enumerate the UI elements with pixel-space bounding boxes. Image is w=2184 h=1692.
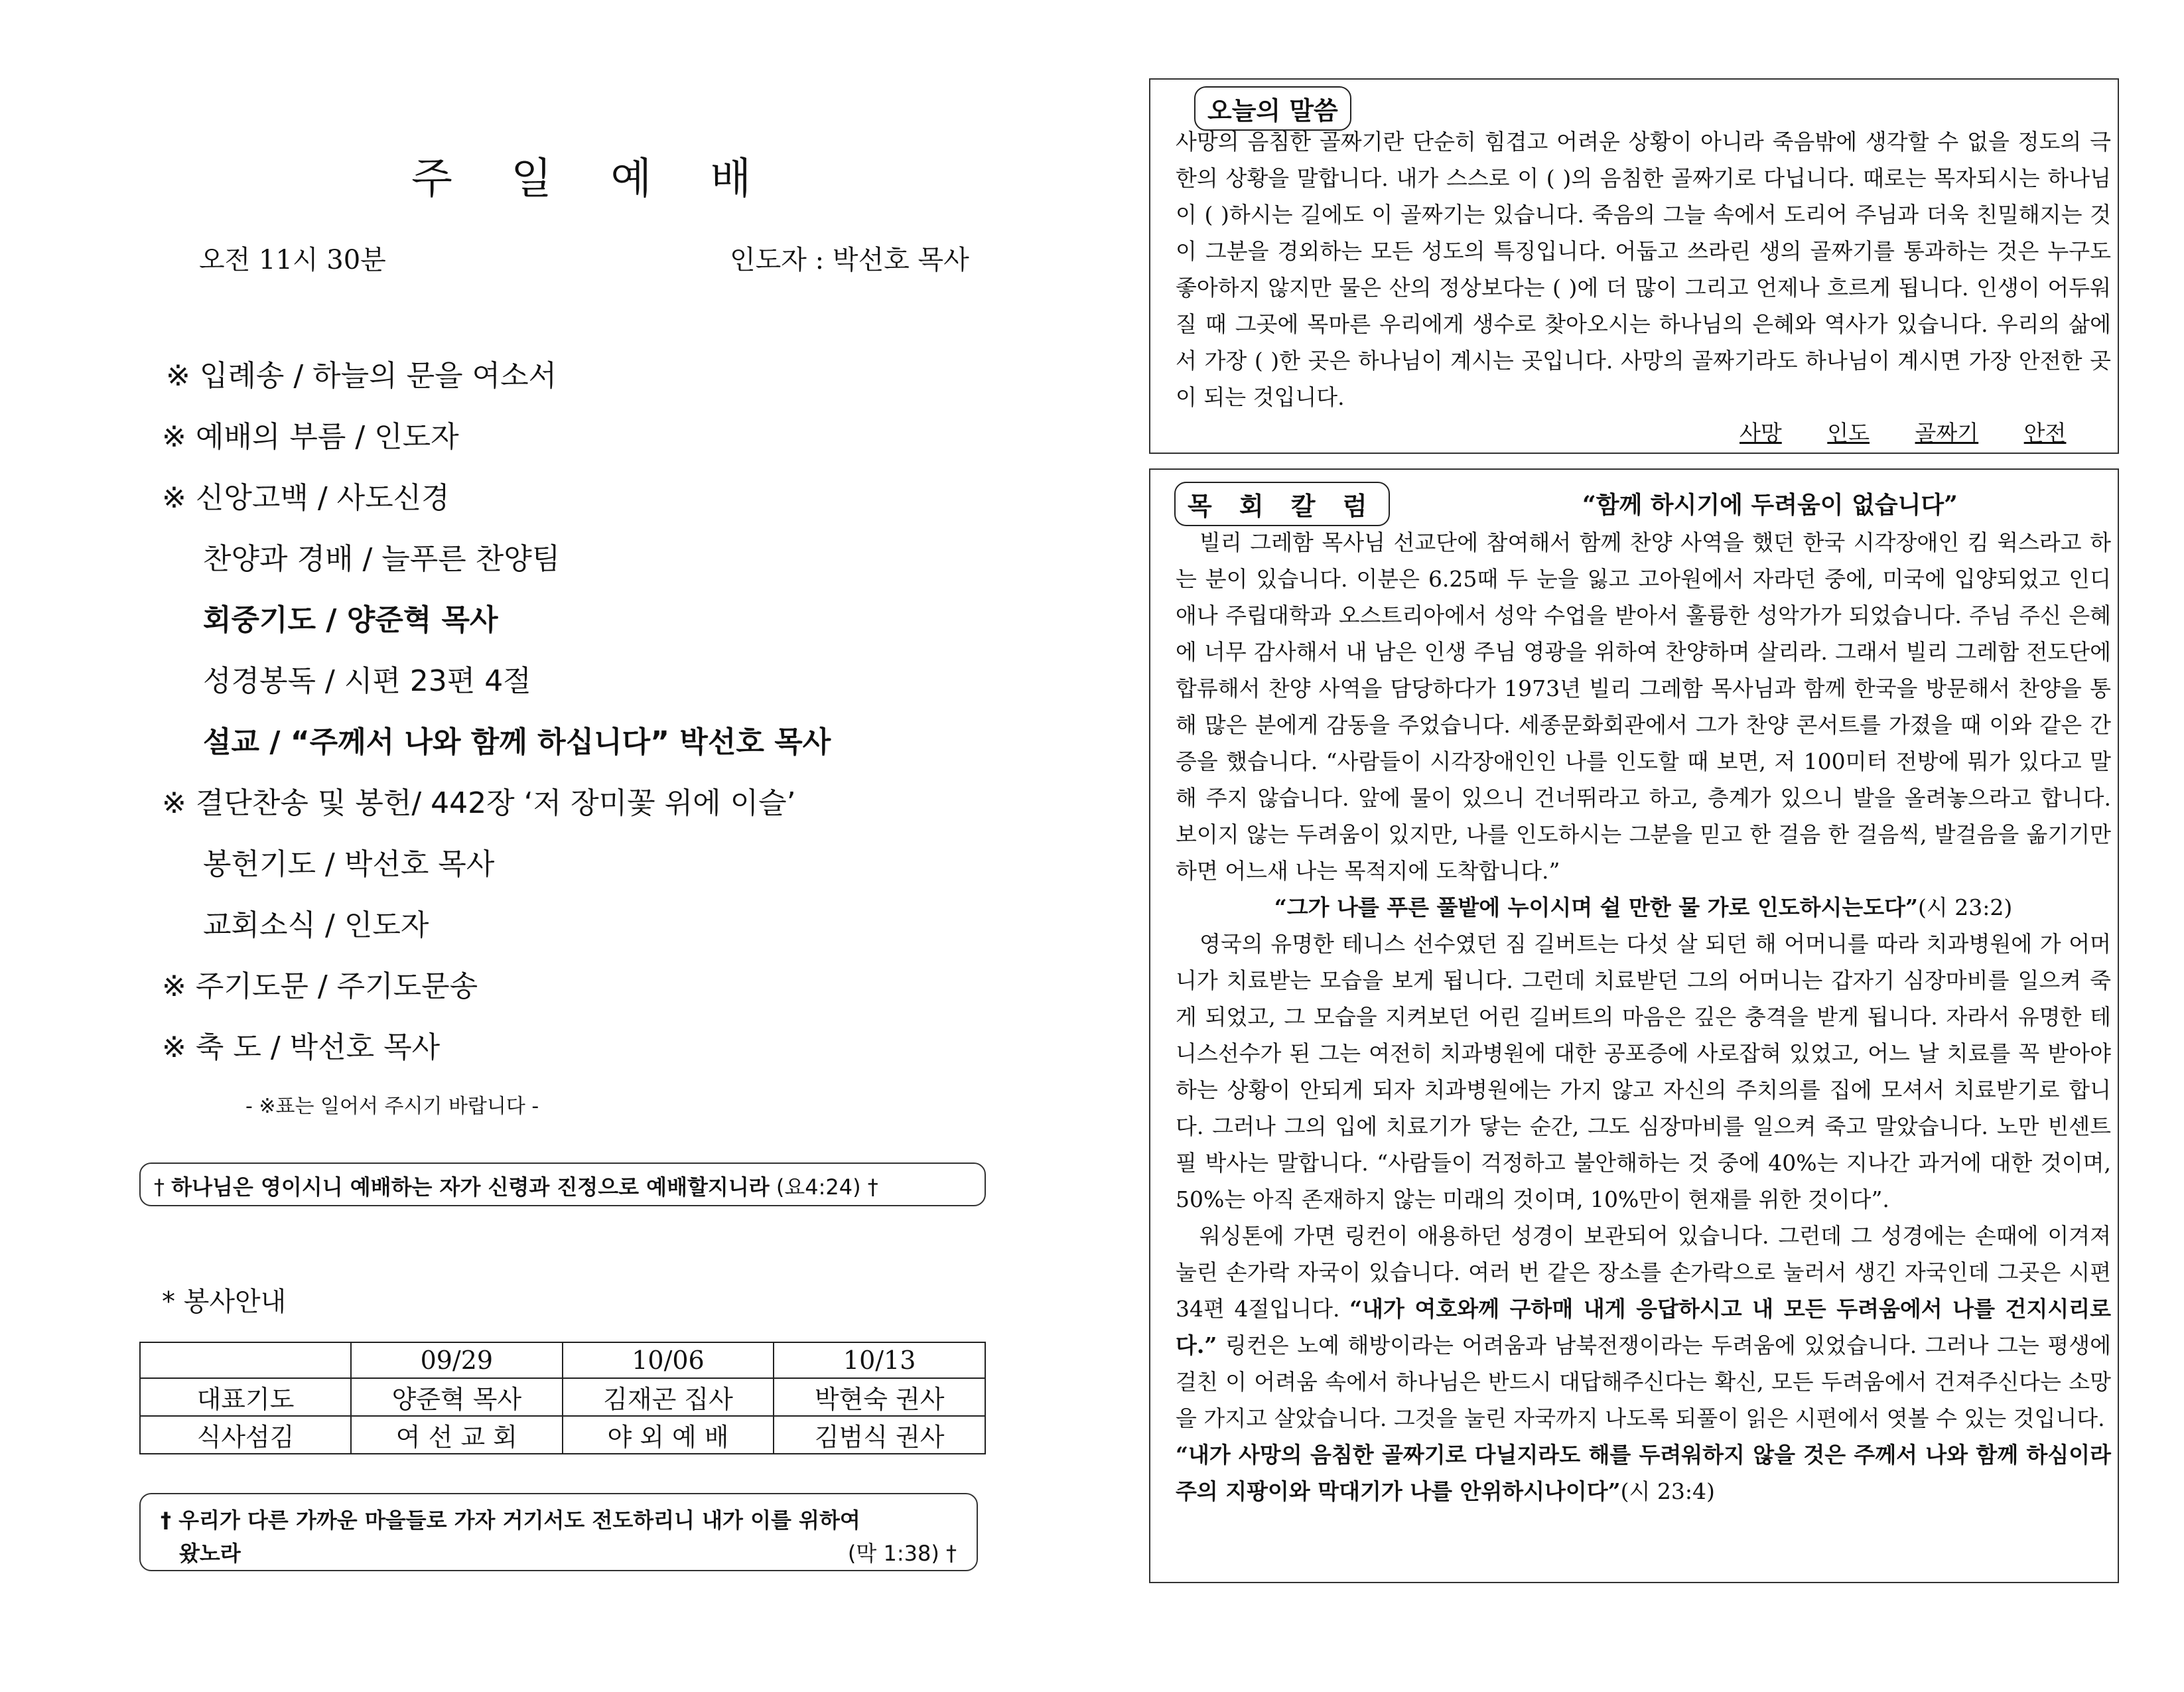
column-body — [1176, 524, 2111, 1510]
order-item: ※ 예배의 부름 / 인도자 — [162, 420, 459, 454]
verse-box — [139, 1493, 978, 1571]
verse-text: † 우리가 다른 가까운 마을들로 가자 거기서도 전도하리니 내가 이를 위하여 — [161, 1508, 860, 1533]
standing-note: - ※표는 일어서 주시기 바랍니다 - — [245, 1095, 539, 1118]
table-header-cell: 09/29 — [351, 1342, 563, 1378]
dagger-icon: † — [154, 1174, 165, 1200]
table-row — [140, 1416, 985, 1454]
order-item: ※ 결단찬송 및 봉헌/ 442장 ‘저 장미꽃 위에 이슬’ — [162, 786, 796, 820]
table-header-row — [140, 1342, 985, 1378]
today-word-body: 사망의 음침한 골짜기란 단순히 힘겹고 어려운 상황이 아니라 죽음밖에 생각할 수 없을 정도의 극한의 상황을 말합니다. 내가 스스로 이 ( )의 음침한 골짜기로 다닙니다. 때로는 목자되시는 하나님이 ( )하시는 길에도 이 골짜기는 있습니다. 죽음의 그늘 속에서 도리어 주님과 더욱 친밀해지는 것이 그분을 경외하는 모든 성도의 특징입니다. 어둡고 쓰라린 생의 골짜기를 통과하는 것은 누구도 좋아하지 않지만 물은 산의 정상보다는 ( )에 더 많이 그리고 언제나 흐르게 됩니다. 인생이 어두워질 때 그곳에 목마른 우리에게 생수로 찾아오시는 하나님의 은혜와 역사가 있습니다. 우리의 삶에서 가장 ( )한 곳은 하나님이 계시는 곳입니다. 사망의 골짜기라도 하나님이 계시면 가장 안전한 곳이 되는 것입니다. — [1176, 129, 2111, 410]
answer-word: 인도 — [1827, 420, 1870, 446]
column-title: “함께 하시기에 두려움이 없습니다” — [1582, 491, 1958, 519]
scripture-quote: “내가 사망의 음침한 골짜기로 다닐지라도 해를 두려워하지 않을 것은 주께서 나와 함께 하심이라 주의 지팡이와 막대기가 나를 안위하시나이다”(시 23:4) — [1176, 1442, 2111, 1504]
order-item: 설교 / “주께서 나와 함께 하십니다” 박선호 목사 — [203, 725, 831, 759]
order-item: 회중기도 / 양준혁 목사 — [203, 603, 498, 637]
table-cell: 양준혁 목사 — [351, 1378, 563, 1416]
column-tag: 목 회 칼 럼 — [1174, 482, 1390, 526]
verse-box — [139, 1163, 986, 1206]
table-row — [140, 1378, 985, 1416]
verse-ref: (요4:24) — [776, 1174, 861, 1200]
paragraph: 워싱톤에 가면 링컨이 애용하던 성경이 보관되어 있습니다. 그런데 그 성경에는 손때에 이겨져 눌린 손가락 자국이 있습니다. 여러 번 같은 장소를 손가락으로 눌러서 생긴 자국인데 그곳은 시편 34편 4절입니다. “내가 여호와께 구하매 내게 응답하시고 내 모든 두려움에서 나를 건지시리로다.” 링컨은 노예 해방이라는 어려움과 남북전쟁이라는 두려움에 있었습니다. 그러나 그는 평생에 걸친 이 어려움 속에서 하나님은 반드시 대답해주신다는 확신, 모든 두려움에서 건져주신다는 소망을 가지고 살았습니다. 그것을 눌린 자국까지 나도록 되풀이 읽은 시편에서 엿볼 수 있는 것입니다. — [1176, 1223, 2111, 1431]
answer-word: 사망 — [1740, 420, 1782, 446]
table-cell: 식사섬김 — [140, 1416, 351, 1454]
order-item: ※ 주기도문 / 주기도문송 — [162, 969, 478, 1003]
answer-word: 골짜기 — [1915, 420, 1979, 446]
table-cell: 여 선 교 회 — [351, 1416, 563, 1454]
table-cell: 야 외 예 배 — [563, 1416, 774, 1454]
order-item: ※ 신앙고백 / 사도신경 — [162, 481, 450, 515]
verse-ref: (막 1:38) † — [847, 1541, 957, 1566]
table-header-cell: 10/06 — [563, 1342, 774, 1378]
scripture-quote: “그가 나를 푸른 풀밭에 누이시며 쉴 만한 물 가로 인도하시는도다”(시 23:2) — [1274, 894, 2013, 920]
answer-word: 안전 — [2023, 420, 2067, 446]
table-header-cell — [140, 1342, 351, 1378]
paragraph: 빌리 그레함 목사님 선교단에 참여해서 함께 찬양 사역을 했던 한국 시각장애인 킴 윅스라고 하는 분이 있습니다. 이분은 6.25때 두 눈을 잃고 고아원에서 자라던 중에, 미국에 입양되었고 인디애나 주립대학과 오스트리아에서 성악 수업을 받아서 훌륭한 성악가가 되었습니다. 주님 주신 은혜에 너무 감사해서 내 남은 인생 주님 영광을 위하여 찬양하며 살리라. 그래서 빌리 그레함 전도단에 합류해서 찬양 사역을 담당하다가 1973년 빌리 그레함 목사님과 함께 한국을 방문해서 찬양을 통해 많은 분에게 감동을 주었습니다. 세종문화회관에서 그가 찬양 콘서트를 가졌을 때 이와 같은 간증을 했습니다. “사람들이 시각장애인인 나를 인도할 때 보면, 저 100미터 전방에 뭐가 있다고 말해 주지 않습니다. 앞에 물이 있으니 건너뛰라고 하고, 층계가 있으니 발을 올려놓으라고 합니다. 보이지 않는 두려움이 있지만, 나를 인도하시는 그분을 믿고 한 걸음 한 걸음씩, 발걸음을 옮기기만 하면 어느새 나는 목적지에 도착합니다.” — [1176, 529, 2111, 884]
order-item: ※ 입례송 / 하늘의 문을 여소서 — [166, 359, 557, 393]
service-table — [139, 1342, 986, 1454]
table-cell: 박현숙 권사 — [774, 1378, 985, 1416]
service-heading: * 봉사안내 — [162, 1287, 287, 1317]
paragraph: 영국의 유명한 테니스 선수였던 짐 길버트는 다섯 살 되던 해 어머니를 따라 치과병원에 가 어머니가 치료받는 모습을 보게 됩니다. 그런데 치료받던 그의 어머니는 갑자기 심장마비를 일으켜 죽게 되었고, 그 모습을 지켜보던 어린 길버트의 마음은 깊은 충격을 받게 됩니다. 자라서 유명한 테니스선수가 된 그는 여전히 치과병원에 대한 공포증에 사로잡혀 있었고, 어느 날 치료를 꼭 받아야 하는 상황이 안되게 되자 치과병원에는 가지 않고 자신의 주치의를 집에 모셔서 치료받기로 합니다. 그러나 그의 입에 치료기가 닿는 순간, 그도 심장마비를 일으켜 죽고 말았습니다. 노만 빈센트 필 박사는 말합니다. “사람들이 걱정하고 불안해하는 것 중에 40%는 지나간 과거에 대한 것이며, 50%는 아직 존재하지 않는 미래의 것이며, 10%만이 현재를 위한 것이다”. — [1176, 931, 2111, 1212]
order-item: 교회소식 / 인도자 — [203, 908, 429, 942]
order-item: 성경봉독 / 시편 23편 4절 — [203, 664, 531, 698]
table-cell: 김범식 권사 — [774, 1416, 985, 1454]
order-item: 봉헌기도 / 박선호 목사 — [203, 847, 495, 881]
order-item: ※ 축 도 / 박선호 목사 — [162, 1030, 441, 1064]
table-cell: 대표기도 — [140, 1378, 351, 1416]
order-item: 찬양과 경배 / 늘푸른 찬양팀 — [203, 542, 561, 576]
dagger-icon: † — [867, 1174, 878, 1200]
page-title: 주 일 예 배 — [411, 155, 774, 204]
today-word-tag: 오늘의 말씀 — [1194, 86, 1351, 131]
worship-leader: 인도자 : 박선호 목사 — [730, 245, 969, 275]
service-time: 오전 11시 30분 — [199, 245, 386, 275]
verse-text: 하나님은 영이시니 예배하는 자가 신령과 진정으로 예배할지니라 — [171, 1174, 770, 1200]
table-cell: 김재곤 집사 — [563, 1378, 774, 1416]
table-header-cell: 10/13 — [774, 1342, 985, 1378]
verse-text: 왔노라 — [179, 1541, 241, 1566]
answer-list — [1740, 416, 2066, 447]
